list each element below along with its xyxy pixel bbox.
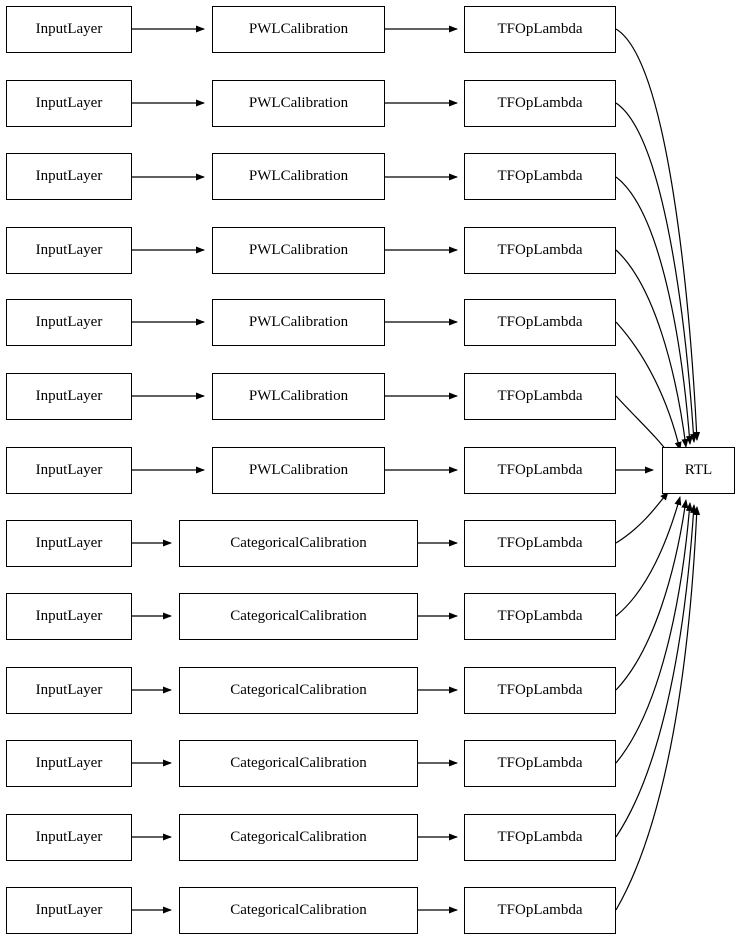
node-input-layer[interactable]: InputLayer [6,667,132,714]
node-calibration[interactable]: CategoricalCalibration [179,593,418,640]
node-op-lambda[interactable]: TFOpLambda [464,814,616,861]
node-op-lambda[interactable]: TFOpLambda [464,740,616,787]
node-rtl-sink[interactable]: RTL [662,447,735,494]
node-calibration[interactable]: CategoricalCalibration [179,740,418,787]
node-op-lambda[interactable]: TFOpLambda [464,80,616,127]
node-input-layer[interactable]: InputLayer [6,153,132,200]
node-calibration[interactable]: CategoricalCalibration [179,887,418,934]
node-op-lambda[interactable]: TFOpLambda [464,520,616,567]
node-op-lambda[interactable]: TFOpLambda [464,593,616,640]
node-op-lambda[interactable]: TFOpLambda [464,887,616,934]
node-input-layer[interactable]: InputLayer [6,593,132,640]
node-calibration[interactable]: CategoricalCalibration [179,667,418,714]
node-calibration[interactable]: CategoricalCalibration [179,520,418,567]
node-calibration[interactable]: PWLCalibration [212,80,385,127]
node-input-layer[interactable]: InputLayer [6,227,132,274]
node-input-layer[interactable]: InputLayer [6,740,132,787]
node-calibration[interactable]: PWLCalibration [212,153,385,200]
node-op-lambda[interactable]: TFOpLambda [464,447,616,494]
node-op-lambda[interactable]: TFOpLambda [464,667,616,714]
node-op-lambda[interactable]: TFOpLambda [464,153,616,200]
node-op-lambda[interactable]: TFOpLambda [464,6,616,53]
node-calibration[interactable]: PWLCalibration [212,6,385,53]
node-calibration[interactable]: PWLCalibration [212,447,385,494]
node-calibration[interactable]: CategoricalCalibration [179,814,418,861]
node-op-lambda[interactable]: TFOpLambda [464,227,616,274]
node-input-layer[interactable]: InputLayer [6,299,132,346]
node-calibration[interactable]: PWLCalibration [212,299,385,346]
node-op-lambda[interactable]: TFOpLambda [464,373,616,420]
node-input-layer[interactable]: InputLayer [6,814,132,861]
node-input-layer[interactable]: InputLayer [6,520,132,567]
node-input-layer[interactable]: InputLayer [6,887,132,934]
node-input-layer[interactable]: InputLayer [6,447,132,494]
node-calibration[interactable]: PWLCalibration [212,373,385,420]
node-input-layer[interactable]: InputLayer [6,373,132,420]
node-input-layer[interactable]: InputLayer [6,6,132,53]
node-calibration[interactable]: PWLCalibration [212,227,385,274]
node-input-layer[interactable]: InputLayer [6,80,132,127]
node-op-lambda[interactable]: TFOpLambda [464,299,616,346]
